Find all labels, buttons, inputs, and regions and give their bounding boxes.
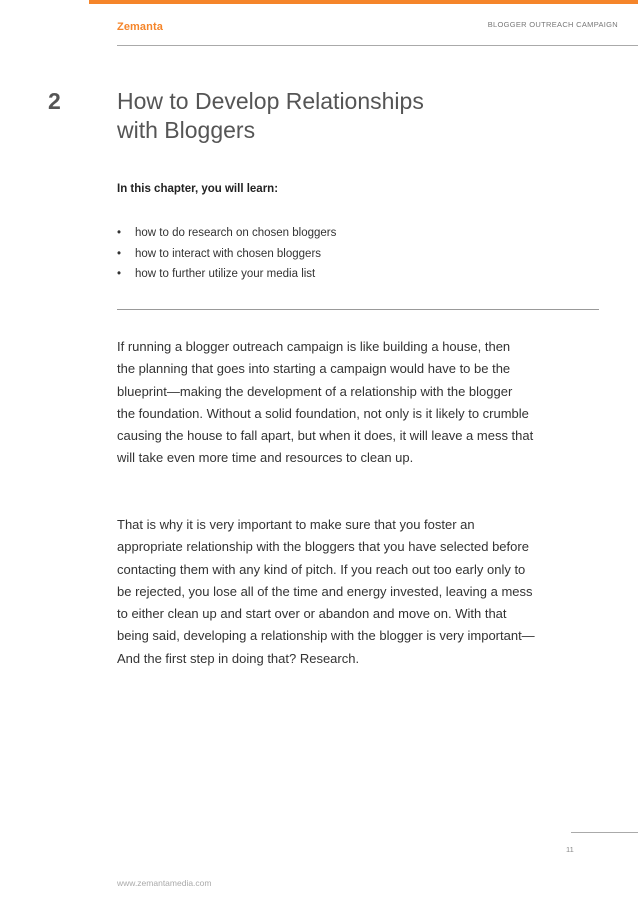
bullet-icon: • [117, 268, 122, 280]
footer-url: www.zemantamedia.com [117, 878, 212, 888]
paragraph-line: to either clean up and start over or abandon and move on. With that [117, 606, 507, 622]
paragraph-line: the planning that goes into starting a campaign would have to be the [117, 361, 511, 377]
page-number: 11 [566, 845, 574, 854]
bullet-icon: • [117, 227, 122, 239]
header-divider [117, 45, 638, 46]
bullet-icon: • [117, 247, 122, 260]
paragraph-line: the foundation. Without a solid foundation, not only is it likely to crumble [117, 405, 529, 421]
paragraph-line: causing the house to fall apart, but when it does, it will leave a mess that [117, 428, 534, 444]
top-accent-bar [89, 0, 638, 4]
learn-list-item [117, 223, 336, 244]
learn-list [117, 223, 336, 285]
paragraph-line: be rejected, you lose all of the time and energy invested, leaving a mess [117, 583, 533, 599]
learn-list-item [117, 244, 336, 265]
paragraph-line: will take even more time and resources to clean up. [117, 450, 414, 466]
learn-item-text: how to interact with chosen bloggers [135, 247, 322, 260]
paragraph-line: That is why it is very important to make sure that you foster an [117, 517, 475, 532]
body-paragraph-1 [117, 336, 597, 470]
paragraph-line: appropriate relationship with the bloggers that you have selected before [117, 539, 529, 555]
paragraph-line: If running a blogger outreach campaign is like building a house, then [117, 339, 511, 354]
paragraph-line: being said, developing a relationship with the blogger is very important— [117, 628, 535, 644]
zemanta-logo: Zemanta [117, 21, 163, 33]
footer-divider [571, 832, 638, 833]
section-divider [117, 309, 599, 310]
paragraph-line: And the first step in doing that? Research. [117, 650, 360, 666]
chapter-title-line-2: with Bloggers [117, 117, 256, 143]
chapter-title [117, 87, 577, 145]
learn-list-item [117, 264, 336, 285]
header-campaign-label: BLOGGER OUTREACH CAMPAIGN [487, 20, 618, 29]
learn-item-text: how to further utilize your media list [135, 268, 316, 280]
paragraph-line: contacting them with any kind of pitch. If you reach out too early only to [117, 561, 526, 577]
chapter-title-line-1: How to Develop Relationships [117, 88, 424, 114]
chapter-number: 2 [48, 88, 61, 114]
body-paragraph-2 [117, 514, 597, 670]
paragraph-line: blueprint—making the development of a relationship with the blogger [117, 383, 513, 399]
learn-heading: In this chapter, you will learn: [117, 183, 279, 195]
learn-item-text: how to do research on chosen bloggers [135, 227, 337, 239]
